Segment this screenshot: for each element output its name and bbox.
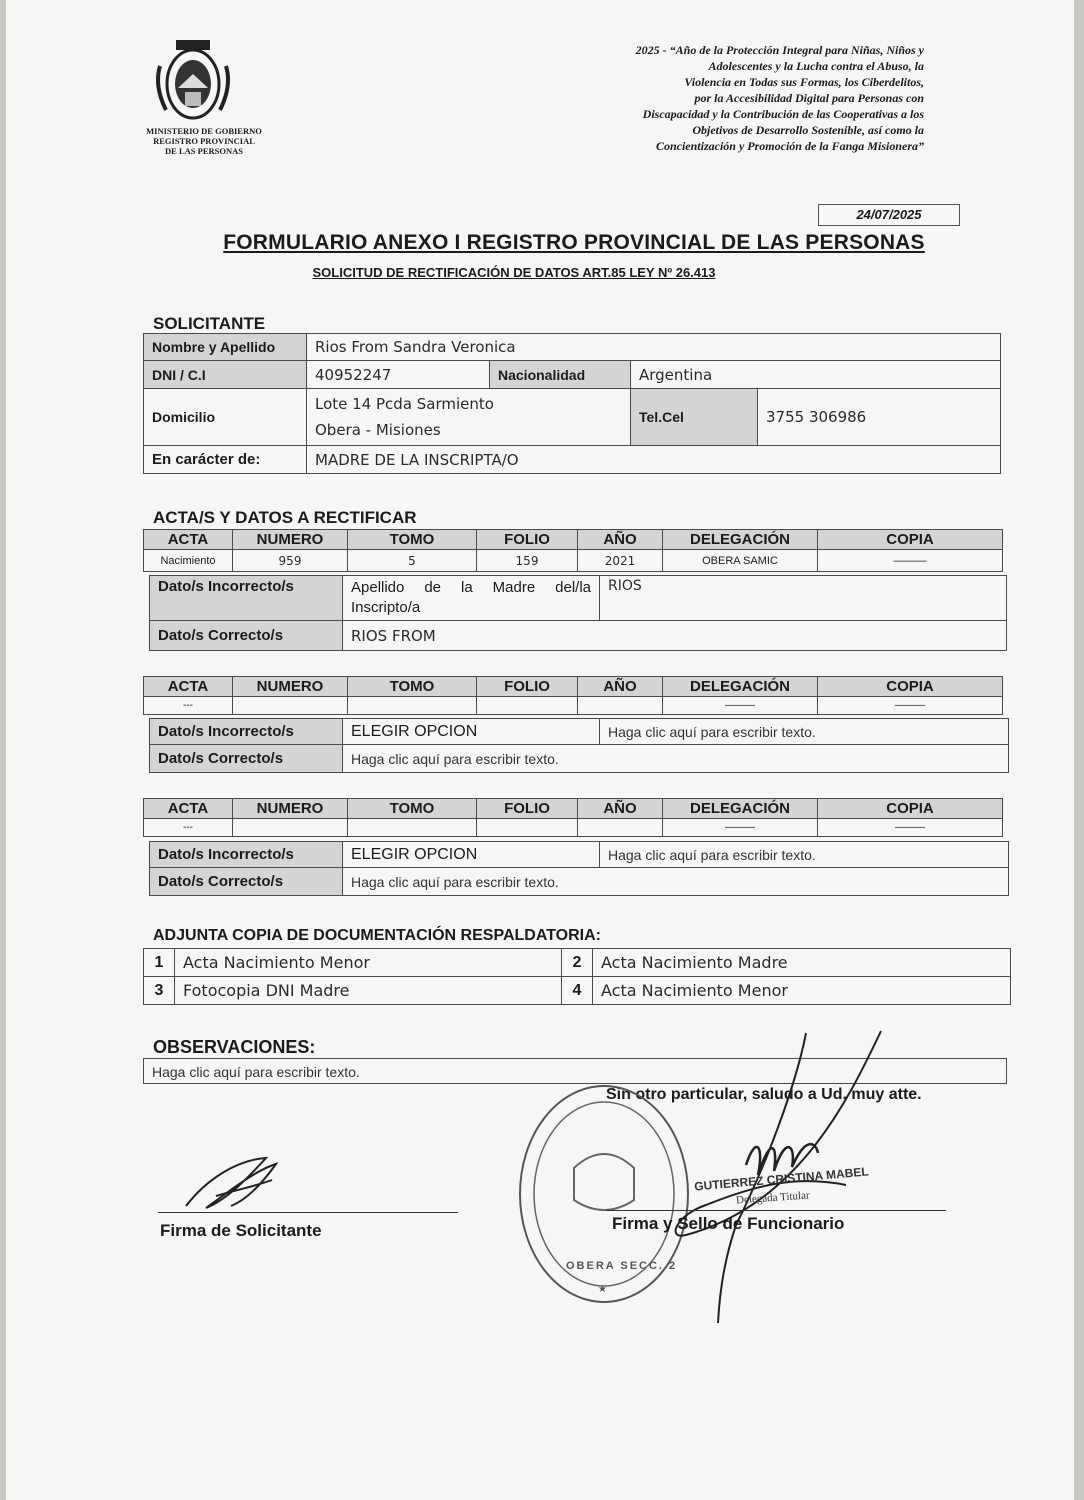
province-coat-of-arms-icon	[152, 36, 234, 126]
incorrect-label: Dato/s Incorrecto/s	[150, 576, 343, 621]
anio-cell[interactable]: 2021	[578, 550, 663, 572]
address-field[interactable]	[307, 389, 631, 446]
col-numero: NUMERO	[233, 677, 348, 697]
official-name-stamp: GUTIERREZ CRISTINA MABEL	[693, 1164, 870, 1194]
phone-field[interactable]: 3755 306986	[758, 389, 1001, 446]
col-anio: AÑO	[578, 677, 663, 697]
copia-cell[interactable]: ———	[818, 697, 1003, 715]
actas-heading: ACTA/S Y DATOS A RECTIFICAR	[153, 508, 417, 527]
delegacion-cell[interactable]: OBERA SAMIC	[663, 550, 818, 572]
correct-value-field[interactable]: RIOS FROM	[343, 621, 1007, 651]
official-signature-line	[606, 1210, 946, 1211]
dni-label: DNI / C.I	[144, 361, 307, 389]
acta-table-3	[143, 798, 1003, 837]
anio-cell[interactable]	[578, 819, 663, 837]
document-page	[6, 0, 1074, 1500]
col-tomo: TOMO	[348, 530, 477, 550]
incorrect-field-select[interactable]: ELEGIR OPCION	[343, 842, 600, 868]
col-numero: NUMERO	[233, 530, 348, 550]
numero-cell[interactable]	[233, 697, 348, 715]
acta-type-cell[interactable]: Nacimiento	[144, 550, 233, 572]
col-delegacion: DELEGACIÓN	[663, 799, 818, 819]
col-copia: COPIA	[818, 530, 1003, 550]
numero-cell[interactable]	[233, 819, 348, 837]
correct-label: Dato/s Correcto/s	[150, 868, 343, 896]
svg-text:★: ★	[598, 1284, 607, 1295]
address-label: Domicilio	[144, 389, 307, 446]
official-signature-label: Firma y Sello de Funcionario	[612, 1214, 845, 1233]
incorrect-field-select[interactable]: Apellido de la Madre del/la Inscripto/a	[343, 576, 600, 621]
solicitante-heading: SOLICITANTE	[153, 314, 266, 333]
col-folio: FOLIO	[477, 799, 578, 819]
adjunta-number: 1	[144, 949, 175, 977]
copia-cell[interactable]: ———	[818, 550, 1003, 572]
adjunta-number: 3	[144, 977, 175, 1005]
official-role-stamp: Delegada Titular	[735, 1189, 810, 1207]
col-tomo: TOMO	[348, 677, 477, 697]
phone-label: Tel.Cel	[631, 389, 758, 446]
observaciones-field[interactable]: Haga clic aquí para escribir texto.	[143, 1058, 1007, 1084]
acta-data-table-3	[149, 841, 1009, 896]
tomo-cell[interactable]	[348, 697, 477, 715]
adjunta-number: 4	[562, 977, 593, 1005]
numero-cell[interactable]: 959	[233, 550, 348, 572]
incorrect-value-field[interactable]: Haga clic aquí para escribir texto.	[600, 842, 1009, 868]
adjunta-item[interactable]: Fotocopia DNI Madre	[175, 977, 562, 1005]
incorrect-label: Dato/s Incorrecto/s	[150, 842, 343, 868]
acta-table-2	[143, 676, 1003, 715]
col-anio: AÑO	[578, 799, 663, 819]
role-label: En carácter de:	[144, 446, 307, 474]
address-line-2: Obera - Misiones	[315, 421, 441, 439]
nationality-label: Nacionalidad	[490, 361, 631, 389]
adjunta-item[interactable]: Acta Nacimiento Menor	[593, 977, 1011, 1005]
anio-cell[interactable]	[578, 697, 663, 715]
stamp-bottom-text: OBERA SECC. 2	[566, 1260, 678, 1272]
folio-cell[interactable]	[477, 697, 578, 715]
delegacion-cell[interactable]: ———	[663, 819, 818, 837]
col-folio: FOLIO	[477, 677, 578, 697]
folio-cell[interactable]: 159	[477, 550, 578, 572]
col-numero: NUMERO	[233, 799, 348, 819]
acta-data-table-2	[149, 718, 1009, 773]
closing-text: Sin otro particular, saludo a Ud. muy atte.	[606, 1086, 922, 1103]
col-acta: ACTA	[144, 799, 233, 819]
delegacion-cell[interactable]: ———	[663, 697, 818, 715]
incorrect-value-field[interactable]: RIOS	[600, 576, 1007, 621]
role-field[interactable]: MADRE DE LA INSCRIPTA/O	[307, 446, 1001, 474]
address-line-1: Lote 14 Pcda Sarmiento	[315, 395, 494, 413]
acta-data-table-1	[149, 575, 1007, 651]
name-label: Nombre y Apellido	[144, 334, 307, 361]
col-acta: ACTA	[144, 677, 233, 697]
col-acta: ACTA	[144, 530, 233, 550]
dni-field[interactable]: 40952247	[307, 361, 490, 389]
ministry-name: MINISTERIO DE GOBIERNO REGISTRO PROVINCIAL DE LAS PERSONAS	[146, 126, 262, 156]
correct-label: Dato/s Correcto/s	[150, 621, 343, 651]
correct-value-field[interactable]: Haga clic aquí para escribir texto.	[343, 868, 1009, 896]
observaciones-heading: OBSERVACIONES:	[153, 1037, 316, 1057]
applicant-signature-icon	[176, 1150, 286, 1218]
incorrect-value-field[interactable]: Haga clic aquí para escribir texto.	[600, 719, 1009, 745]
acta-type-cell[interactable]: ---	[144, 697, 233, 715]
col-anio: AÑO	[578, 530, 663, 550]
adjunta-item[interactable]: Acta Nacimiento Menor	[175, 949, 562, 977]
col-tomo: TOMO	[348, 799, 477, 819]
applicant-signature-label: Firma de Solicitante	[160, 1221, 322, 1240]
acta-type-cell[interactable]: ---	[144, 819, 233, 837]
correct-value-field[interactable]: Haga clic aquí para escribir texto.	[343, 745, 1009, 773]
adjunta-number: 2	[562, 949, 593, 977]
form-subtitle: SOLICITUD DE RECTIFICACIÓN DE DATOS ART.85 LEY Nº 26.413	[312, 265, 716, 280]
correct-label: Dato/s Correcto/s	[150, 745, 343, 773]
adjunta-table	[143, 948, 1011, 1005]
nationality-field[interactable]: Argentina	[631, 361, 1001, 389]
col-copia: COPIA	[818, 799, 1003, 819]
col-delegacion: DELEGACIÓN	[663, 677, 818, 697]
tomo-cell[interactable]	[348, 819, 477, 837]
copia-cell[interactable]: ———	[818, 819, 1003, 837]
adjunta-heading: ADJUNTA COPIA DE DOCUMENTACIÓN RESPALDATORIA:	[153, 927, 601, 944]
date-field[interactable]: 24/07/2025	[818, 204, 960, 226]
incorrect-label: Dato/s Incorrecto/s	[150, 719, 343, 745]
incorrect-field-select[interactable]: ELEGIR OPCION	[343, 719, 600, 745]
adjunta-item[interactable]: Acta Nacimiento Madre	[593, 949, 1011, 977]
applicant-signature-line	[158, 1212, 458, 1213]
year-motto: 2025 - “Año de la Protección Integral para Niñas, Niños y Adolescentes y la Lucha contra el Abuso, la Violencia en Todas sus Formas, los Ciberdelitos, por la Accesibilidad Digital para Personas con Discapacidad y la Contribución de las Cooperativas a los Objetivos de Desarrollo Sostenible, así como la Concientización y Promoción de la Fanga Misionera”	[635, 43, 924, 153]
col-folio: FOLIO	[477, 530, 578, 550]
form-title: FORMULARIO ANEXO I REGISTRO PROVINCIAL DE LAS PERSONAS	[223, 231, 925, 254]
solicitante-table	[143, 333, 1001, 474]
col-copia: COPIA	[818, 677, 1003, 697]
name-field[interactable]: Rios From Sandra Veronica	[307, 334, 1001, 361]
col-delegacion: DELEGACIÓN	[663, 530, 818, 550]
acta-table-1	[143, 529, 1003, 572]
folio-cell[interactable]	[477, 819, 578, 837]
tomo-cell[interactable]: 5	[348, 550, 477, 572]
